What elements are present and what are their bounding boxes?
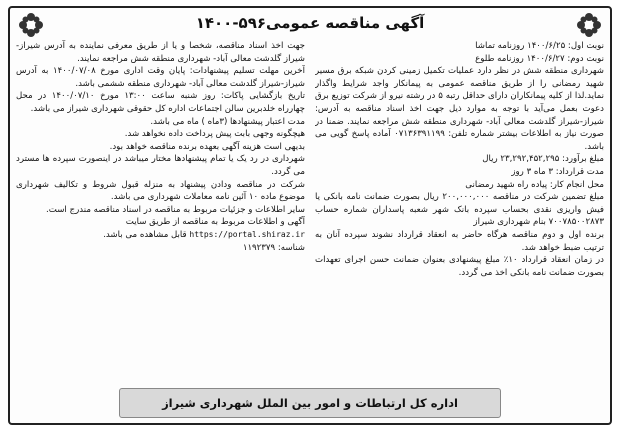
website-line [16, 229, 305, 242]
notice-frame [8, 6, 612, 425]
website-intro: آگهی و اطلاعات مربوط به مناقصه از طریق سایت [125, 217, 305, 228]
tender-description: شهرداری منطقه شش در نظر دارد عملیات تکمیل زمینی کردن شبکه برق مسیر شهید رمضانی را از طریق مناقصه عمومی به پیمانکار واجد شرایط واگذار نماید.لذا از کلیه پیمانکاران دارای حداقل رتبه ۵ در رشته نیرو از شرکت توزیع برق دعوت بعمل می‌آید با توجه به موارد ذیل جهت اخذ اسناد مناقصه به آدرس: شیراز-شیراز گلدشت معالی آباد- شهرداری منطقه شش مراجعه نمایند. ضمنا در صورت نیاز به اطلاعات بیشتر شماره تلفن: ۰۷۱۳۶۳۹۱۱۹۹ آماده پاسخ گویی می باشد. [315, 66, 604, 152]
opening-date: تاریخ بازگشایی پاکات: روز شنبه ساعت ۱۳:۰۰ مورخ ۱۴۰۰/۰۷/۱۰ در محل چهارراه خلدبرین سالن اجتماعات اداره کل حقوقی شهرداری شیراز می باشد. [16, 91, 305, 114]
website-suffix: قابل مشاهده می باشد. [103, 229, 187, 240]
notice-header [10, 8, 610, 38]
issuing-organization: اداره کل ارتباطات و امور بین الملل شهرداری شیراز [162, 396, 458, 410]
work-location: محل انجام کار: پیاده راه شهید رمضانی [465, 179, 604, 190]
website-link[interactable]: https://portal.shiraz.ir [189, 229, 305, 239]
estimated-amount: مبلغ برآورد: ۲۳,۲۹۲,۴۵۲,۲۹۵ ریال [482, 154, 604, 165]
performance-guarantee: در زمان انعقاد قرارداد ۱۰٪ مبلغ پیشنهادی بعنوان ضمانت حسن اجرای تعهدات بصورت ضمانت نامه بانکی اخذ می گردد. [315, 255, 604, 278]
left-column [16, 40, 305, 383]
contract-duration: مدت قرارداد: ۳ ماه ۳ روز [511, 166, 604, 177]
notice-title: آگهی مناقصه عمومی۵۹۶-۱۴۰۰ [195, 14, 425, 32]
document-collection: جهت اخذ اسناد مناقصه، شخصا و یا از طریق معرفی نماینده به آدرس شیراز-شیراز گلدشت معالی آباد- شهرداری منطقه شش مراجعه نمایند. [16, 41, 305, 64]
rejection-right: شهرداری در رد یک یا تمام پیشنهادها مختار میباشد در اینصورت سپرده ها مسترد می گردد. [16, 154, 305, 177]
right-column [315, 40, 604, 383]
flower-logo-icon [576, 12, 602, 38]
validity-period: مدت اعتبار پیشنهادها (۳ماه ) ماه می باشد. [150, 116, 305, 127]
notice-footer [10, 387, 610, 419]
no-prepayment: هیچگونه وجهی بابت پیش پرداخت داده نخواهد شد. [124, 129, 305, 140]
submission-deadline: آخرین مهلت تسلیم پیشنهادات: پایان وقت اداری مورخ ۱۴۰۰/۰۷/۰۸ به آدرس شیراز-شیراز گلدشت معالی آباد- شهرداری منطقه ششمی باشد. [16, 66, 305, 89]
ad-cost-clause: بدیهی است هزینه آگهی بعهده برنده مناقصه خواهد بود. [109, 141, 305, 152]
acceptance-terms: شرکت در مناقصه ودادن پیشنهاد به منزله قبول شروط و تکالیف شهرداری موضوع ماده ۱۰ آئین نامه معاملات شهرداری می باشد. [16, 179, 305, 203]
footer-band [119, 388, 501, 418]
second-publication: نوبت دوم: ۱۴۰۰/۶/۲۷ روزنامه طلوع [475, 53, 604, 64]
bid-guarantee: مبلغ تضمین شرکت در مناقصه ۲۰۰,۰۰۰,۰۰۰ ریال بصورت ضمانت نامه بانکی یا فیش واریزی نقدی بحساب سپرده بانک شهر شعبه پاسداران شماره حساب ۷۰۰۷۸۵۰۰۲۸۷۳ بنام شهرداری شیراز [315, 192, 604, 228]
first-publication: نوبت اول: ۱۴۰۰/۶/۲۵ روزنامه تماشا [475, 41, 604, 51]
notice-body [16, 40, 604, 383]
additional-info: سایر اطلاعات و جزئیات مربوط به مناقصه در اسناد مناقصه مندرج است. [46, 204, 305, 215]
deposit-forfeit-clause: برنده اول و دوم مناقصه هرگاه حاضر به انعقاد قرارداد نشوند سپرده آنان به ترتیب ضبط خواهد شد. [315, 229, 604, 253]
flower-logo-icon [18, 12, 44, 38]
notice-id: شناسه: ۱۱۹۲۳۷۹ [242, 242, 305, 253]
